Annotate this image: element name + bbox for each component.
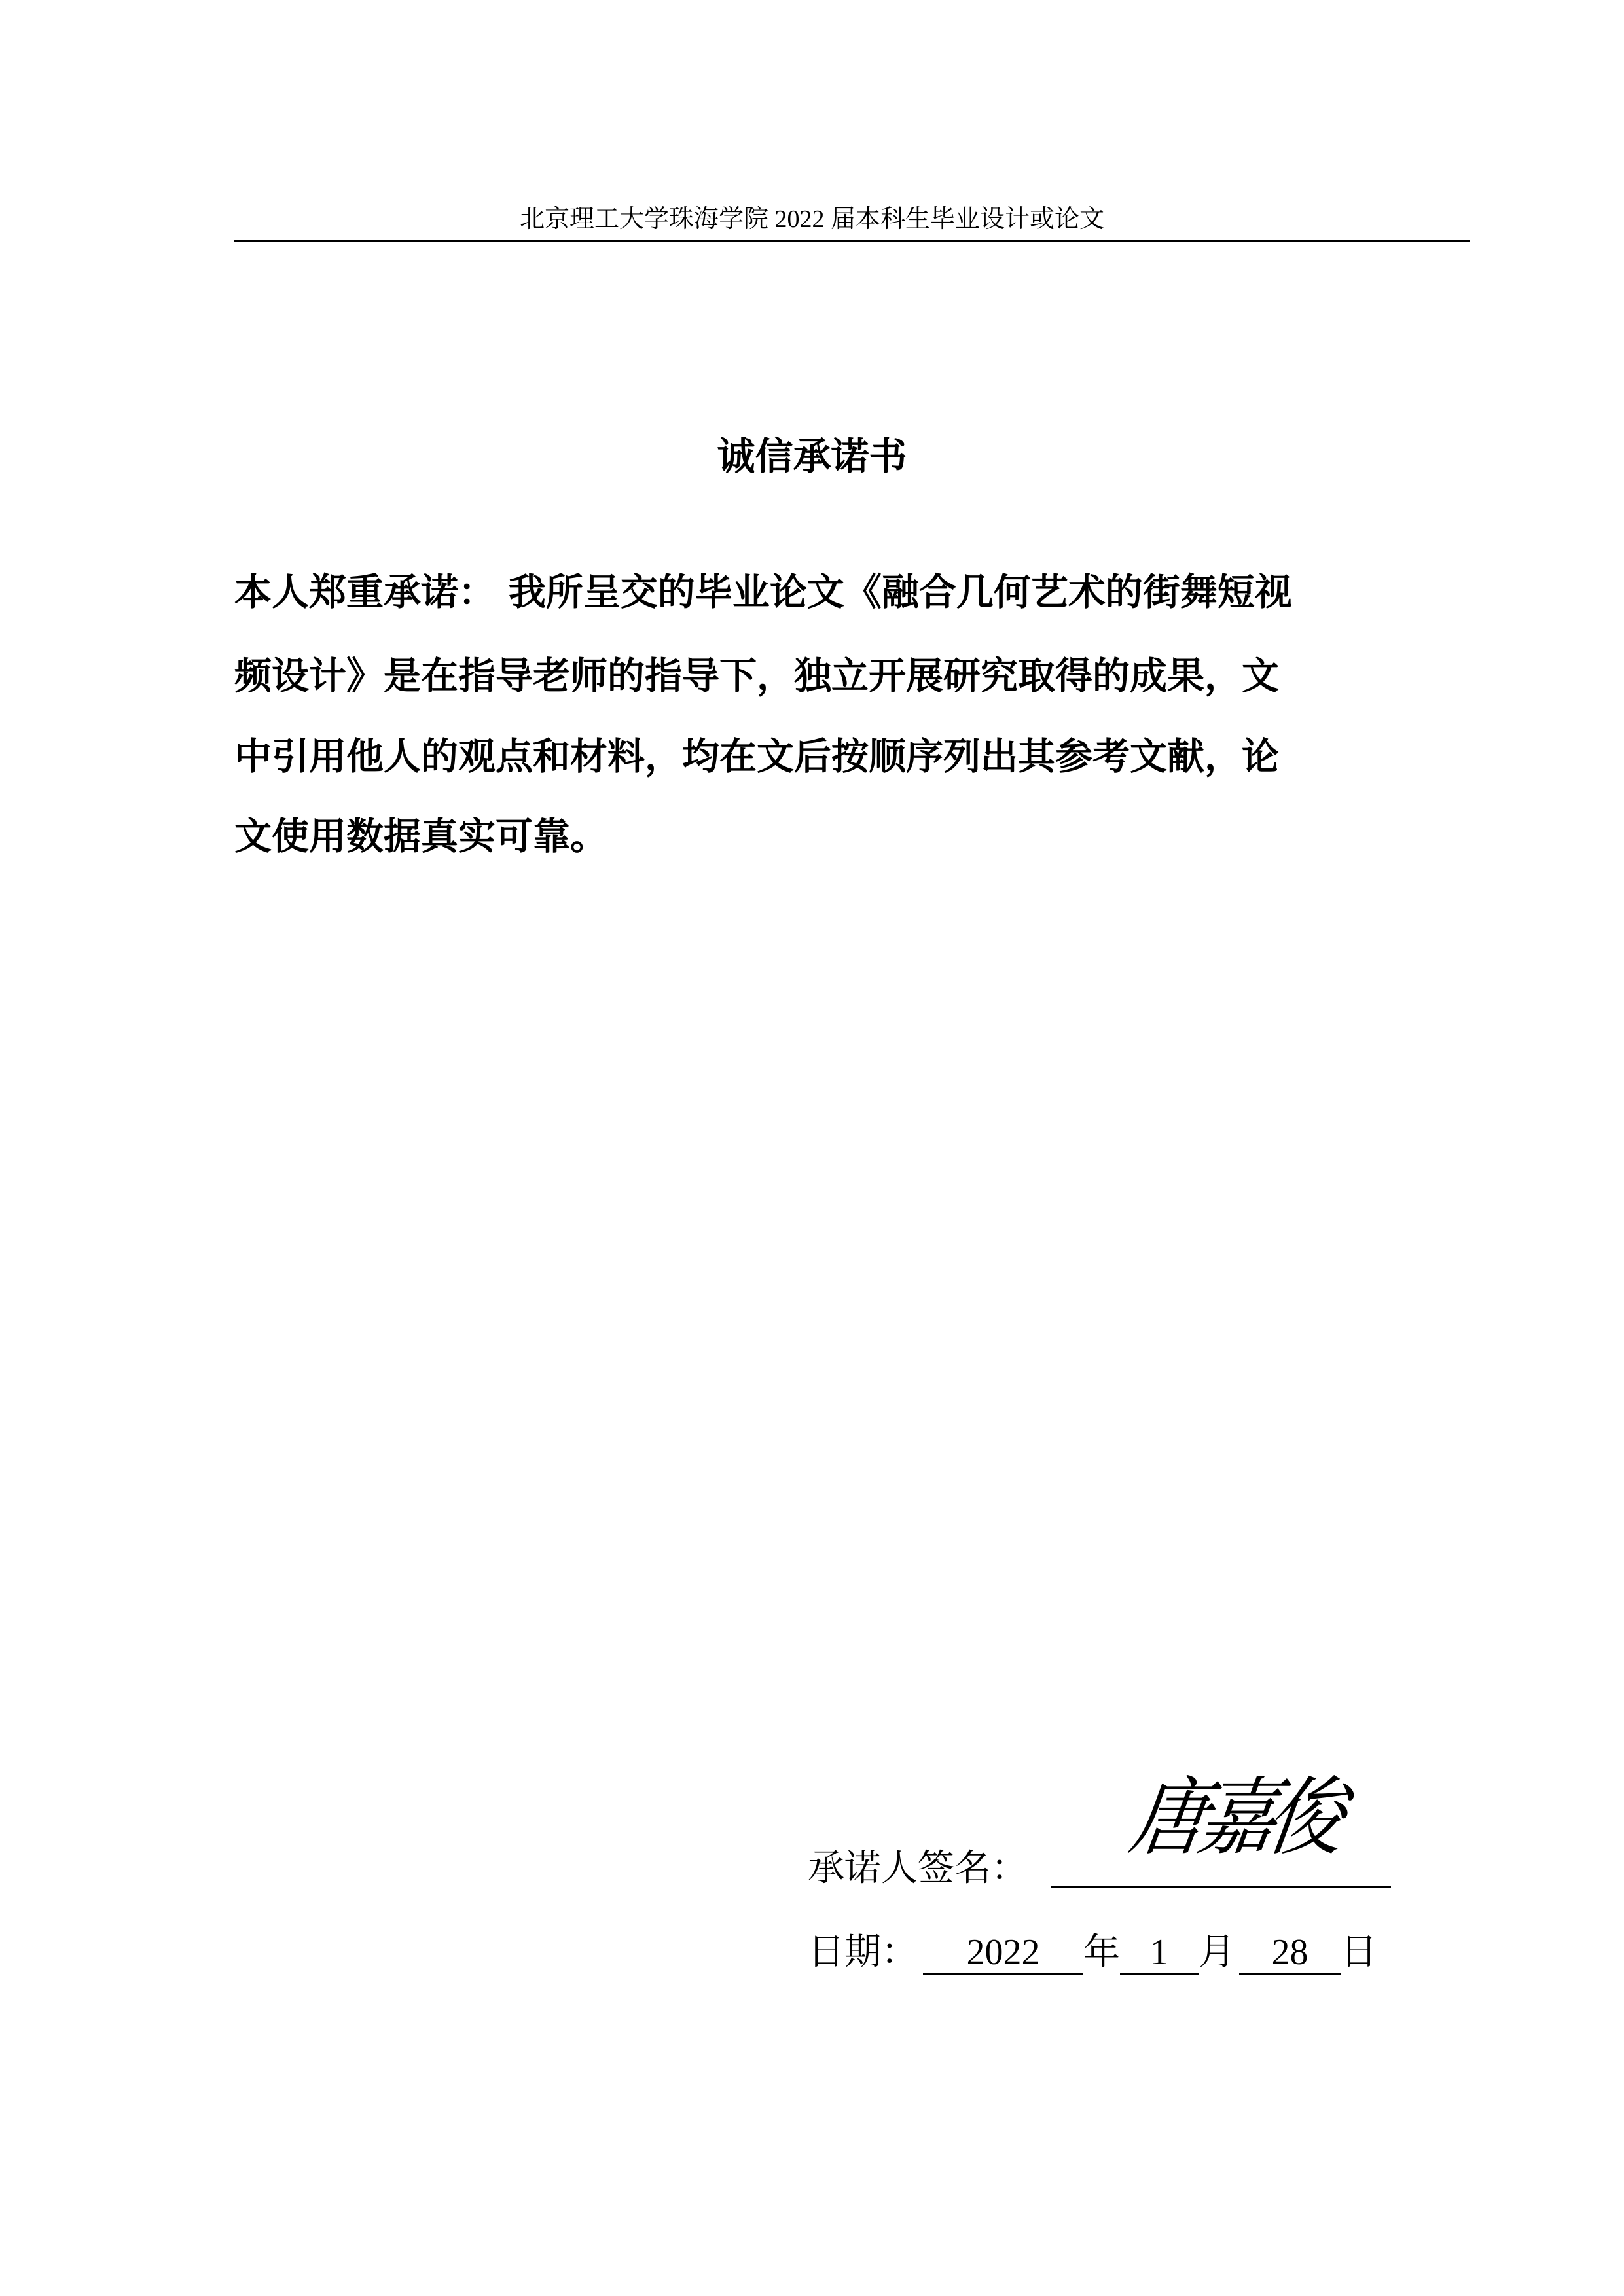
- page-header: 北京理工大学珠海学院 2022 届本科生毕业设计或论文: [519, 206, 1104, 233]
- body-line: 中引用他人的观点和材料，均在文后按顺序列出其参考文献，论: [234, 735, 1279, 778]
- date-label: 日期：: [808, 1932, 918, 1973]
- signature-label: 承诺人签名：: [808, 1848, 1028, 1889]
- date-month-field: 1: [1120, 1932, 1199, 1975]
- body-line: 文使用数据真实可靠。: [234, 815, 607, 858]
- date-row: [808, 1929, 1377, 1975]
- month-unit: 月: [1199, 1932, 1235, 1973]
- page-title: 诚信承诺书: [717, 434, 907, 478]
- header-divider: [234, 240, 1470, 242]
- year-unit: 年: [1083, 1932, 1120, 1973]
- signature-underline: [1051, 1886, 1391, 1888]
- body-line: 频设计》是在指导老师的指导下，独立开展研究取得的成果，文: [234, 655, 1279, 698]
- date-year-field: 2022: [923, 1932, 1083, 1975]
- handwritten-signature: 唐嘉俊: [1124, 1767, 1343, 1867]
- date-day-field: 28: [1239, 1932, 1341, 1975]
- body-line: 本人郑重承诺： 我所呈交的毕业论文《融合几何艺术的街舞短视: [234, 571, 1292, 614]
- day-unit: 日: [1341, 1932, 1377, 1973]
